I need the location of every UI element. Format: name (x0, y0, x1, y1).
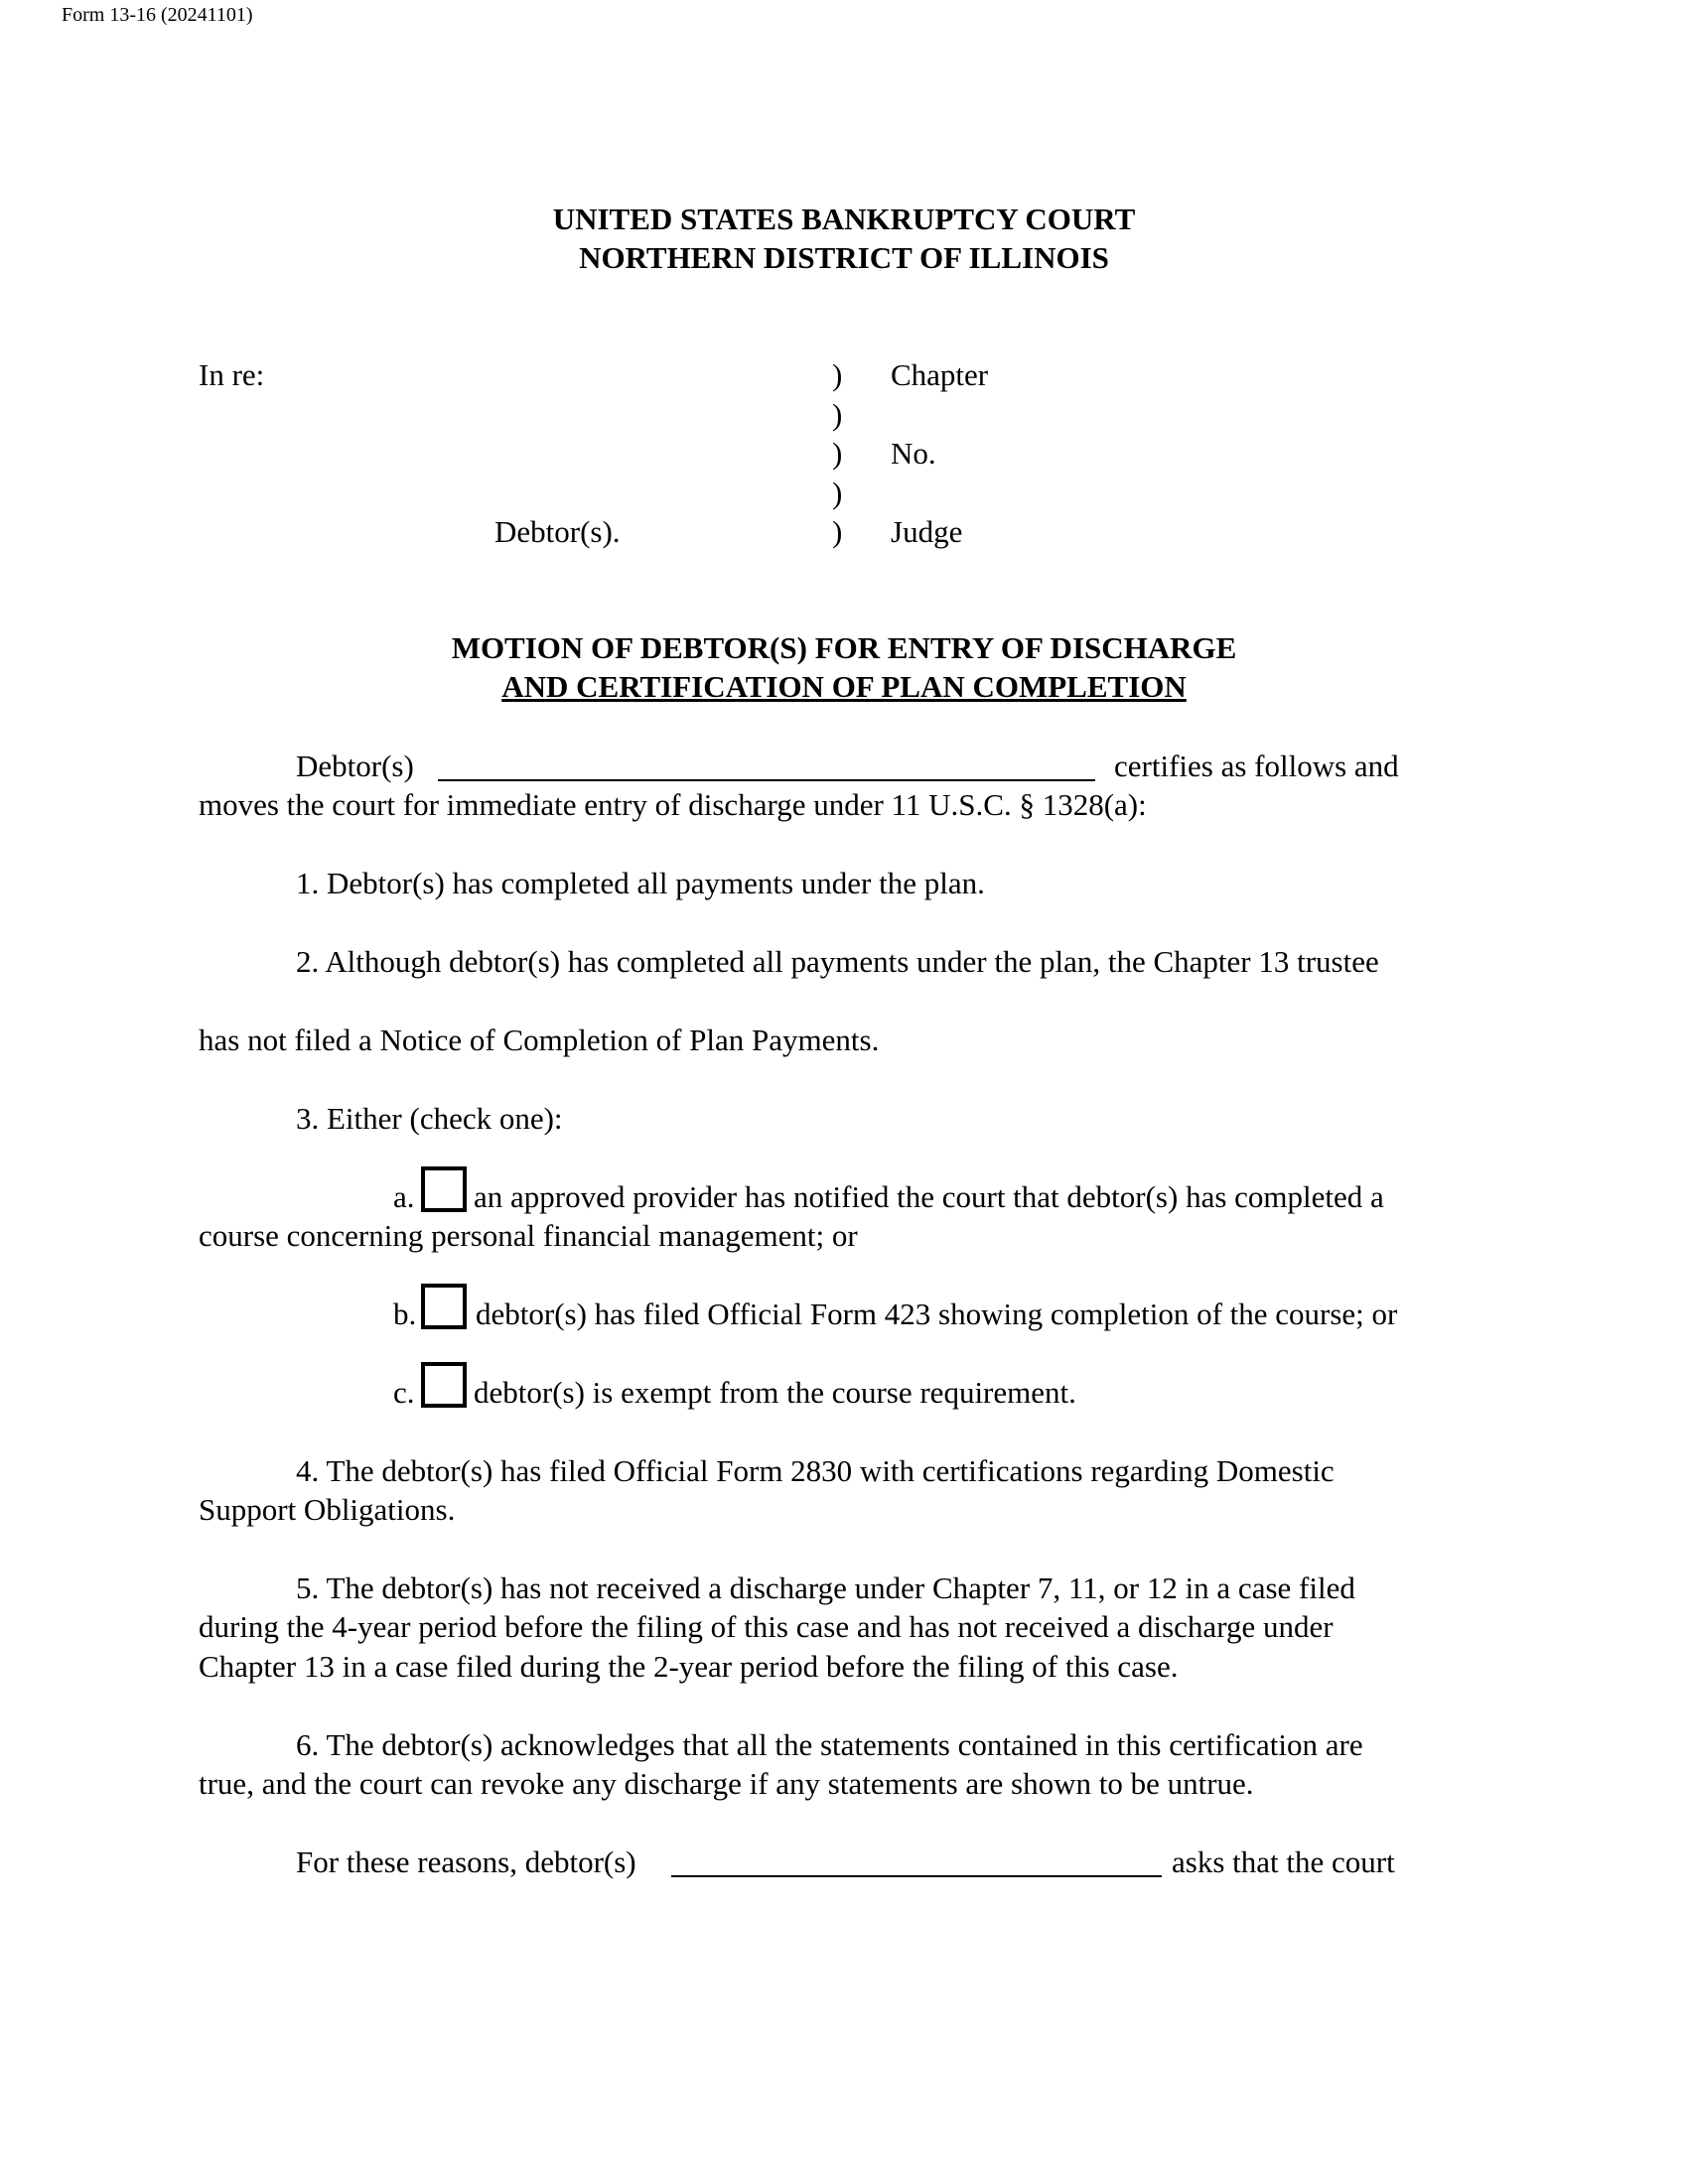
item-5-line3: Chapter 13 in a case filed during the 2-year period before the filing of this case. (199, 1649, 1179, 1684)
caption-paren: ) (832, 436, 843, 471)
intro-trail: certifies as follows and (1114, 749, 1399, 783)
caption-paren: ) (832, 476, 843, 510)
motion-title: MOTION OF DEBTOR(S) FOR ENTRY OF DISCHARGE (451, 630, 1237, 665)
item-1: 1. Debtor(s) has completed all payments under the plan. (296, 866, 985, 900)
in-re-label: In re: (199, 357, 265, 392)
court-district: NORTHERN DISTRICT OF ILLINOIS (579, 240, 1109, 275)
closing-debtor-blank[interactable] (671, 1875, 1162, 1877)
option-b-text: debtor(s) has filed Official Form 423 showing completion of the course; or (476, 1297, 1398, 1331)
option-b-checkbox[interactable] (421, 1284, 467, 1329)
form-id: Form 13-16 (20241101) (62, 4, 253, 26)
closing-trail: asks that the court (1172, 1844, 1395, 1879)
option-a-letter: a. (393, 1179, 415, 1214)
item-5-line1: 5. The debtor(s) has not received a discharge under Chapter 7, 11, or 12 in a case filed (296, 1570, 1355, 1605)
item-6-line1: 6. The debtor(s) acknowledges that all the statements contained in this certification are (296, 1727, 1363, 1762)
item-4-line1: 4. The debtor(s) has filed Official Form 2830 with certifications regarding Domestic (296, 1453, 1335, 1488)
case-number-label: No. (891, 436, 936, 471)
debtor-name-blank[interactable] (438, 779, 1095, 781)
chapter-label: Chapter (891, 357, 989, 392)
closing-lead: For these reasons, debtor(s) (296, 1844, 636, 1879)
option-c-checkbox[interactable] (421, 1362, 467, 1408)
intro-lead: Debtor(s) (296, 749, 414, 783)
caption-paren: ) (832, 357, 843, 392)
item-4-line2: Support Obligations. (199, 1492, 456, 1527)
motion-subtitle (0, 667, 1688, 706)
caption-paren: ) (832, 514, 843, 549)
item-5-line2: during the 4-year period before the filing of this case and has not received a discharge under (199, 1609, 1334, 1644)
court-name: UNITED STATES BANKRUPTCY COURT (552, 202, 1136, 236)
item-6-line2: true, and the court can revoke any discharge if any statements are shown to be untrue. (199, 1766, 1254, 1801)
item-2-line1: 2. Although debtor(s) has completed all payments under the plan, the Chapter 13 trustee (296, 944, 1379, 979)
option-a-text-cont: course concerning personal financial management; or (199, 1218, 858, 1253)
debtors-label: Debtor(s). (494, 514, 621, 549)
option-c-text: debtor(s) is exempt from the course requirement. (474, 1375, 1076, 1410)
item-2-line2: has not filed a Notice of Completion of Plan Payments. (199, 1023, 880, 1057)
caption-paren: ) (832, 397, 843, 432)
option-b-letter: b. (393, 1297, 417, 1331)
intro-line2: moves the court for immediate entry of discharge under 11 U.S.C. § 1328(a): (199, 787, 1147, 822)
option-a-checkbox[interactable] (421, 1166, 467, 1212)
option-c-letter: c. (393, 1375, 415, 1410)
option-a-text: an approved provider has notified the court that debtor(s) has completed a (474, 1179, 1384, 1214)
judge-label: Judge (891, 514, 963, 549)
motion-subtitle-text: AND CERTIFICATION OF PLAN COMPLETION (501, 669, 1187, 704)
item-3: 3. Either (check one): (296, 1101, 563, 1136)
